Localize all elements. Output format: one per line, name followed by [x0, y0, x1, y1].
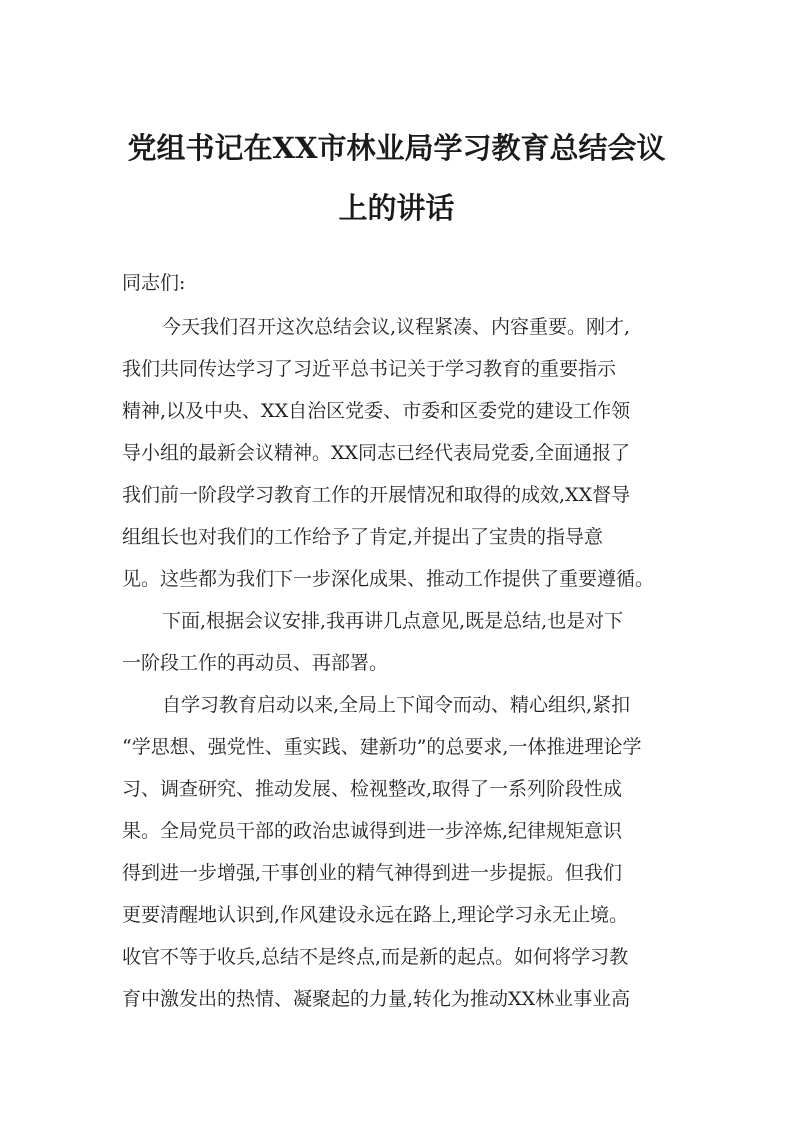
document-title-line-2: 上的讲话 — [338, 191, 455, 225]
paragraph-line: 习、调查研究、推动发展、检视整改,取得了一系列阶段性成 — [122, 778, 623, 800]
paragraph-line: 今天我们召开这次总结会议,议程紧凑、内容重要。刚才, — [162, 316, 631, 338]
paragraph-line: 下面,根据会议安排,我再讲几点意见,既是总结,也是对下 — [162, 610, 624, 632]
paragraph-line: 自学习教育启动以来,全局上下闻令而动、精心组织,紧扣 — [162, 694, 631, 716]
paragraph-line: 导小组的最新会议精神。XX同志已经代表局党委,全面通报了 — [122, 442, 631, 464]
paragraph-line: 一阶段工作的再动员、再部署。 — [122, 652, 389, 674]
document-title-line-1: 党组书记在XX市林业局学习教育总结会议 — [127, 131, 666, 165]
paragraph-line: 育中激发出的热情、凝聚起的力量,转化为推动XX林业事业高 — [122, 988, 631, 1010]
paragraph-line: 我们共同传达学习了习近平总书记关于学习教育的重要指示 — [122, 358, 617, 380]
paragraph-line: 果。全局党员干部的政治忠诚得到进一步淬炼,纪律规矩意识 — [122, 820, 623, 842]
paragraph-line: 更要清醒地认识到,作风建设永远在路上,理论学习永无止境。 — [122, 904, 629, 926]
paragraph-line: 收官不等于收兵,总结不是终点,而是新的起点。如何将学习教 — [122, 946, 629, 968]
paragraph-line: 组组长也对我们的工作给予了肯定,并提出了宝贵的指导意 — [122, 526, 604, 548]
salutation: 同志们: — [122, 272, 186, 294]
paragraph-line: 我们前一阶段学习教育工作的开展情况和取得的成效,XX督导 — [122, 484, 631, 506]
paragraph-line: 见。这些都为我们下一步深化成果、推动工作提供了重要遵循。 — [122, 568, 655, 590]
paragraph-line: 得到进一步增强,干事创业的精气神得到进一步提振。但我们 — [122, 862, 623, 884]
paragraph-line: “学思想、强党性、重实践、建新功”的总要求,一体推进理论学 — [122, 736, 642, 758]
paragraph-line: 精神,以及中央、XX自治区党委、市委和区委党的建设工作领 — [122, 400, 631, 422]
